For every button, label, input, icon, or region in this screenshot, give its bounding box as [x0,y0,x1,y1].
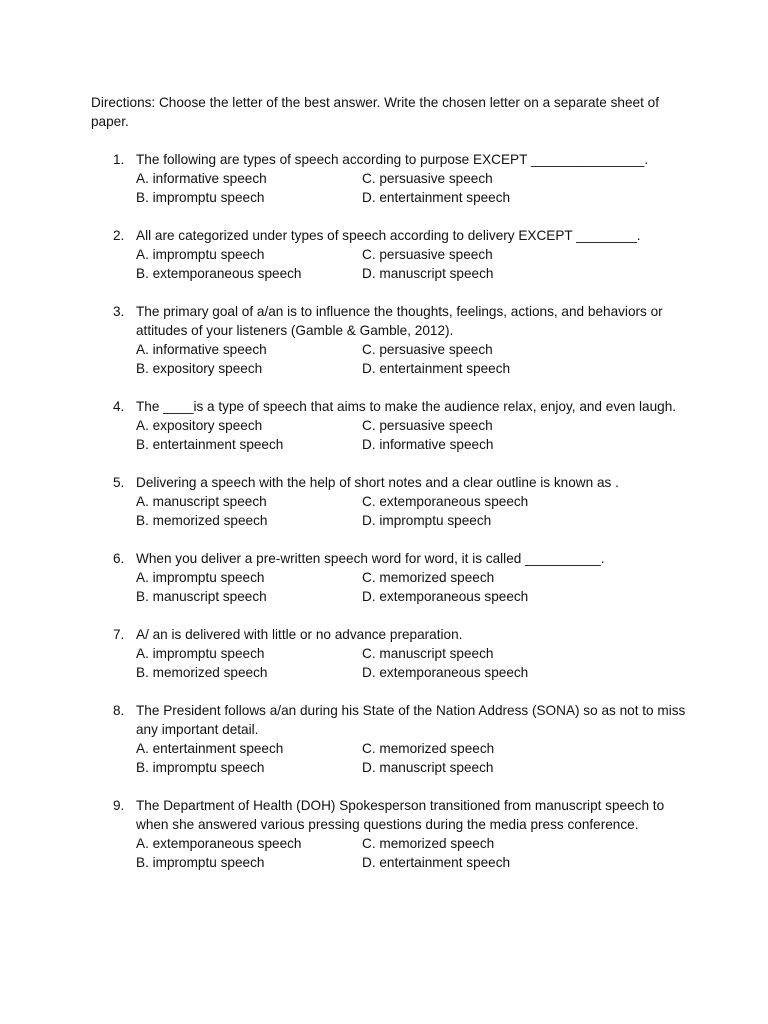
answer-choices [136,568,696,606]
choice-d: D. entertainment speech [362,361,511,376]
question-list [0,150,768,891]
question-number: 7. [113,627,125,642]
choice-c: C. persuasive speech [362,247,493,262]
question-number: 5. [113,475,125,490]
choice-b: B. entertainment speech [136,437,284,452]
question-text: When you deliver a pre-written speech word for word, it is called __________. [136,551,605,566]
choice-b: B. expository speech [136,361,263,376]
choice-a: A. extemporaneous speech [136,836,302,851]
answer-choices [136,340,696,378]
question-number: 3. [113,304,125,319]
choice-b: B. impromptu speech [136,190,265,205]
answer-choices [136,644,696,682]
question-item [0,473,768,530]
choice-d: D. manuscript speech [362,266,494,281]
choice-a: A. expository speech [136,418,263,433]
choice-a: A. impromptu speech [136,646,265,661]
choice-d: D. entertainment speech [362,190,511,205]
question-item [0,150,768,207]
answer-choices [136,739,696,777]
question-number: 6. [113,551,125,566]
question-text: The President follows a/an during his State of the Nation Address (SONA) so as not to miss any important detail. [136,703,686,737]
question-text: Delivering a speech with the help of short notes and a clear outline is known as . [136,475,619,490]
question-item [0,701,768,777]
choice-c: C. memorized speech [362,741,495,756]
choice-c: C. extemporaneous speech [362,494,529,509]
choice-b: B. manuscript speech [136,589,267,604]
answer-choices [136,169,696,207]
question-item [0,796,768,872]
question-number: 1. [113,152,125,167]
choice-d: D. extemporaneous speech [362,665,529,680]
question-text: The ____is a type of speech that aims to make the audience relax, enjoy, and even laugh. [136,399,677,414]
question-text: The following are types of speech according to purpose EXCEPT _______________. [136,152,649,167]
choice-b: B. memorized speech [136,665,268,680]
choice-a: A. entertainment speech [136,741,284,756]
choice-d: D. informative speech [362,437,494,452]
choice-c: C. manuscript speech [362,646,494,661]
answer-choices [136,834,696,872]
choice-a: A. impromptu speech [136,570,265,585]
choice-a: A. impromptu speech [136,247,265,262]
choice-b: B. impromptu speech [136,855,265,870]
question-text: The Department of Health (DOH) Spokesperson transitioned from manuscript speech to when she answered various pressing questions during the media press conference. [136,798,665,832]
question-item [0,397,768,454]
question-item [0,226,768,283]
choice-a: A. manuscript speech [136,494,267,509]
choice-d: D. extemporaneous speech [362,589,529,604]
choice-c: C. memorized speech [362,570,495,585]
choice-c: C. persuasive speech [362,342,493,357]
choice-a: A. informative speech [136,171,267,186]
choice-d: D. impromptu speech [362,513,492,528]
choice-b: B. extemporaneous speech [136,266,302,281]
question-item [0,549,768,606]
question-text: A/ an is delivered with little or no advance preparation. [136,627,463,642]
choice-a: A. informative speech [136,342,267,357]
question-text: The primary goal of a/an is to influence the thoughts, feelings, actions, and behaviors or attitudes of your listeners (Gamble & Gamble, 2012). [136,304,663,338]
question-number: 9. [113,798,125,813]
question-number: 4. [113,399,125,414]
question-item [0,302,768,378]
answer-choices [136,492,696,530]
choice-d: D. manuscript speech [362,760,494,775]
choice-b: B. impromptu speech [136,760,265,775]
directions-text: Directions: Choose the letter of the best answer. Write the chosen letter on a separate sheet of paper. [91,95,659,129]
choice-b: B. memorized speech [136,513,268,528]
choice-c: C. memorized speech [362,836,495,851]
choice-c: C. persuasive speech [362,418,493,433]
question-item [0,625,768,682]
choice-d: D. entertainment speech [362,855,511,870]
choice-c: C. persuasive speech [362,171,493,186]
question-number: 8. [113,703,125,718]
answer-choices [136,245,696,283]
question-number: 2. [113,228,125,243]
answer-choices [136,416,696,454]
question-text: All are categorized under types of speech according to delivery EXCEPT ________. [136,228,641,243]
